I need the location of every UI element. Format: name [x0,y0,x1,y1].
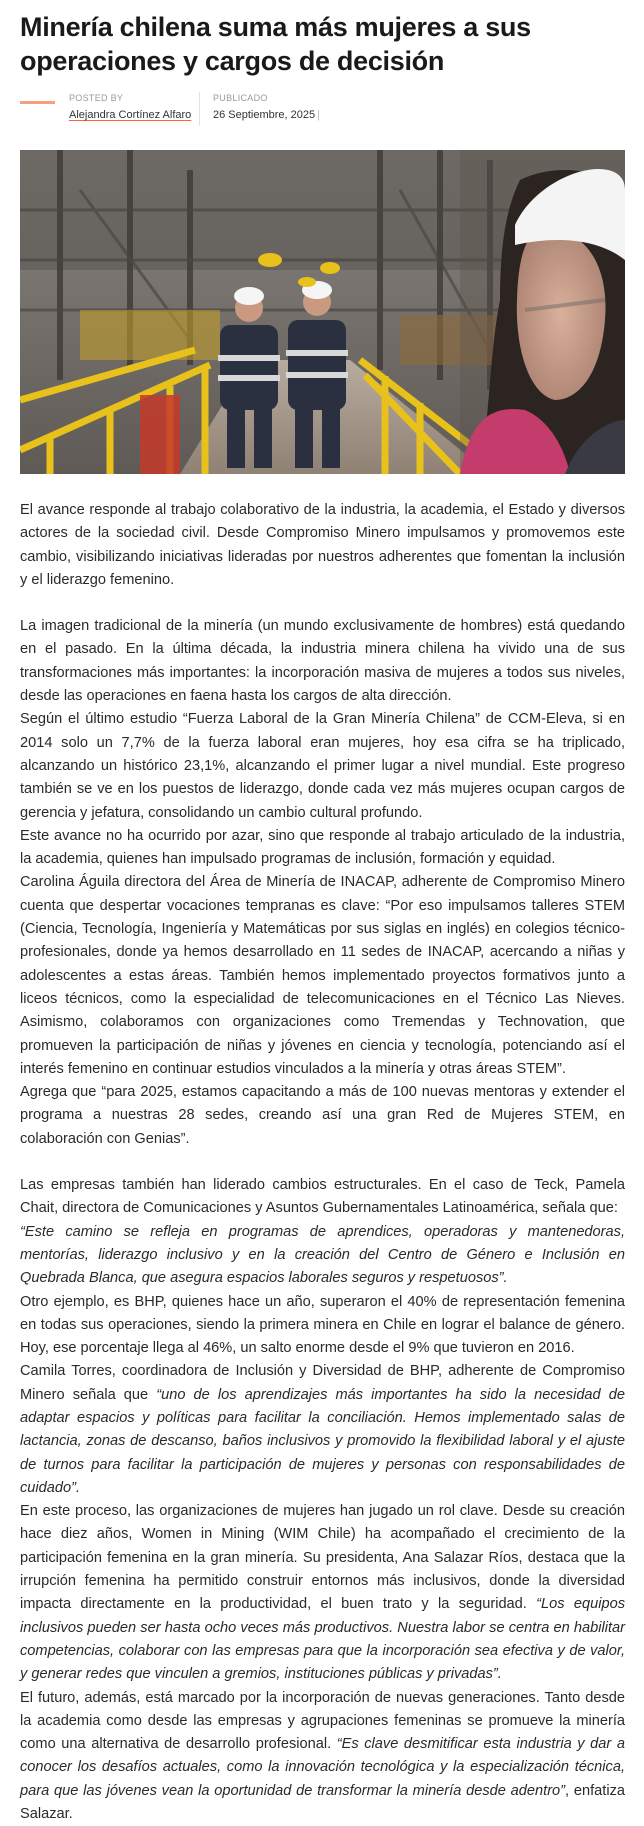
paragraph: La imagen tradicional de la minería (un mundo exclusivamente de hombres) está quedando en el pasado. En la última década, la industria minera chilena ha vivido una de sus transformaciones más importantes: la incorporación masiva de mujeres a todos sus niveles, desde las operaciones en faena hasta los cargos de alta dirección. [20,618,625,705]
wim-quote: “Los equipos inclusivos pueden ser hasta ocho veces más productivos. Nuestra labor se centra en habilitar competencias, colaborar con las empresas para que la incorporación sea efectiva y de valor, y generar redes que vinculen a gremios, instituciones públicas y privadas”. [20,1596,625,1683]
paragraph-lead: En este proceso, las organizaciones de mujeres han jugado un rol clave. Desde su creación hace diez años, Women in Mining (WIM Chile) ha acompañado el crecimiento de la participación femenina en la gran minería. Su presidenta, Ana Salazar Ríos, destaca que la irrupción femenina ha permitido construir entornos más inclusivos, donde la diversidad impacta directamente en la productividad, el buen trato y la seguridad. [20,1503,625,1613]
accent-bar [20,101,55,104]
meta-divider [199,92,200,126]
paragraph: Otro ejemplo, es BHP, quienes hace un año, superaron el 40% de representación femenina en todas sus operaciones, siendo la primera minera en Chile en lograr el balance de género. Hoy, ese porcentaje llega al 46%, un salto enorme desde el 9% que tuvieron en 2016. [20,1293,625,1357]
bhp-quote: “uno de los aprendizajes más importantes ha sido la necesidad de adaptar espacios y políticas para facilitar la conciliación. Hemos implementado salas de lactancia, zonas de descanso, baños inclusivos y promovido la flexibilidad laboral y el ajuste de turnos para facilitar la participación de mujeres y personas con responsabilidades de cuidado”. [20,1386,625,1496]
paragraph [20,1360,625,1500]
teck-quote: “Este camino se refleja en programas de aprendices, operadoras y mantenedoras, mentorías, liderazgo inclusivo y en la creación del Centro de Género e Inclusión en Quebrada Blanca, que asegura espacios laborales seguros y respetuosos”. [20,1223,625,1287]
author-link[interactable]: Alejandra Cortínez Alfaro [69,109,192,121]
article-meta [20,92,625,134]
salazar-quote: “Es clave desmitificar esta industria y dar a conocer los desafíos actuales, como la innovación tecnológica y la especialización técnica, para que las jóvenes vean la oportunidad de transformar la minería desde adentro” [20,1736,625,1799]
quote-paragraph [20,1221,625,1291]
published-label: PUBLICADO [213,93,268,103]
article-page [20,0,625,1826]
hero-image [20,150,625,474]
paragraph-tail: , enfatiza Salazar. [20,1782,625,1823]
paragraph: Carolina Águila directora del Área de Minería de INACAP, adherente de Compromiso Minero cuenta que despertar vocaciones tempranas es clave: “Por eso impulsamos talleres STEM (Ciencia, Tecnología, Ingeniería y Matemáticas por sus siglas en inglés) en colegios técnico-profesionales, donde ya hemos desarrollado en 11 sedes de INACAP, acercando a niñas y adolescentes a estas áreas. También hemos implementado proyectos formativos junto a liceos técnicos, como la especialidad de telecomunicaciones en el Técnico Las Nieves. Asimismo, colaboramos con organizaciones como Tremendas y Technovation, que promueven la participación de niñas y jóvenes en ciencia y tecnología, potenciando así el interés femenino en continuar estudios vinculados a la minería y otras áreas STEM”. [20,874,625,1077]
article-title: Minería chilena suma más mujeres a sus operaciones y cargos de decisión [20,12,531,76]
publish-date: 26 Septiembre, 2025 [213,109,316,121]
article-body [20,499,625,1826]
paragraph: Según el último estudio “Fuerza Laboral de la Gran Minería Chilena” de CCM-Eleva, si en 2014 solo un 7,7% de la fuerza laboral eran mujeres, hoy esa cifra se ha triplicado, alcanzando un histórico 23,1%, alcanzando el primer lugar a nivel mundial. Este progreso también se ve en los puestos de liderazgo, donde cada vez más mujeres ocupan cargos de gerencia y jefatura, consolidando un cambio cultural profundo. [20,711,625,821]
paragraph: Agrega que “para 2025, estamos capacitando a más de 100 nuevas mentoras y extender el programa a nuestras 28 sedes, creando así una gran Red de Mujeres STEM, en colaboración con Genias”. [20,1084,625,1147]
mining-workers-photo [20,150,625,474]
paragraph: Las empresas también han liderado cambios estructurales. En el caso de Teck, Pamela Chait, directora de Comunicaciones y Asuntos Gubernamentales Latinoamérica, señala que: [20,1177,625,1217]
paragraph [20,1500,625,1686]
paragraph: Este avance no ha ocurrido por azar, sino que responde al trabajo articulado de la industria, la academia, quienes han impulsado programas de inclusión, formación y equidad. [20,827,625,868]
author-block [69,92,191,123]
paragraph [20,1687,625,1826]
paragraph-lead: Camila Torres, coordinadora de Inclusión y Diversidad de BHP, adherente de Compromiso Minero señala que [20,1363,625,1403]
paragraph: El avance responde al trabajo colaborativo de la industria, la academia, el Estado y diversos actores de la sociedad civil. Desde Compromiso Minero impulsamos y promovemos este cambio, visibilizando iniciativas lideradas por nuestros adherentes que fomentan la inclusión y el liderazgo femenino. [20,502,625,588]
separator-icon: | [317,109,320,121]
paragraph-lead: El futuro, además, está marcado por la incorporación de nuevas generaciones. Tanto desde la academia como desde las empresas y agrupaciones femeninas se promueve la minería como una alternativa de desarrollo profesional. [20,1689,625,1753]
date-block [213,92,320,123]
posted-by-label: POSTED BY [69,93,124,103]
